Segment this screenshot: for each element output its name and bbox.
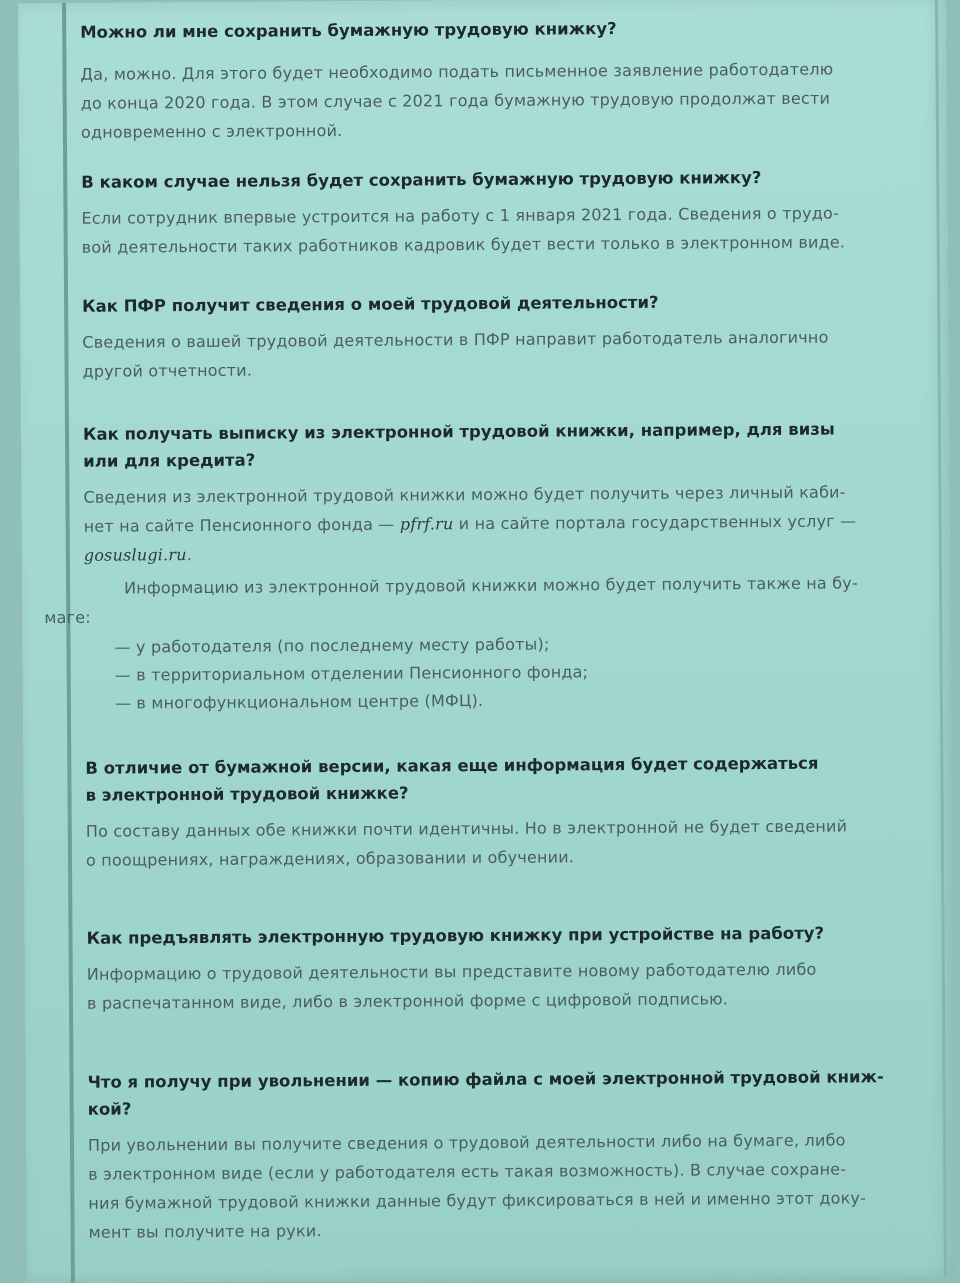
faq-section-differences	[85, 749, 906, 875]
pfrf-link[interactable]: pfrf.ru	[399, 514, 454, 534]
faq-section-dismissal	[87, 1063, 908, 1247]
faq-section-cannot-keep	[81, 163, 902, 262]
faq-section-present	[86, 919, 907, 1018]
list-item: — в многофункциональном центре (МФЦ).	[114, 691, 484, 713]
faq-question: Как получать выписку из электронной трудовой книжки, например, для визы или для кредита?	[82, 419, 835, 471]
options-list	[84, 628, 905, 718]
faq-question: В отличие от бумажной версии, какая еще информация будет содержаться в электронной трудовой книжке?	[85, 753, 819, 805]
paper-sheet	[18, 0, 955, 1283]
faq-answer: Сведения из электронной трудовой книжки можно будет получить через личный каби- нет на сайте Пенсионного фонда — pfrf.ru и на сайте портала государственных услуг — gosuslugi.ru.	[83, 482, 857, 565]
list-item: — в территориальном отделении Пенсионного фонда;	[114, 662, 589, 685]
faq-question: Как предъявлять электронную трудовую книжку при устройстве на работу?	[86, 923, 825, 948]
page-fold-line	[62, 3, 75, 1283]
faq-question: В каком случае нельзя будет сохранить бумажную трудовую книжку?	[81, 168, 762, 192]
faq-answer: Да, можно. Для этого будет необходимо подать письменное заявление работодателю до конца 2020 года. В этом случае с 2021 года бумажную трудовую продолжат вести одновременно с электронной.	[80, 59, 834, 142]
faq-answer: Сведения о вашей трудовой деятельности в ПФР направит работодатель аналогично другой отчетности.	[82, 327, 829, 381]
faq-content	[44, 7, 900, 1242]
page-edge	[935, 0, 947, 1277]
faq-section-extract	[44, 415, 905, 718]
faq-question: Можно ли мне сохранить бумажную трудовую книжку?	[80, 19, 617, 42]
faq-question: Как ПФР получит сведения о моей трудовой деятельности?	[82, 292, 659, 316]
faq-answer: При увольнении вы получите сведения о трудовой деятельности либо на бумаге, либо в электронном виде (если у работодателя есть такая возможность). В случае сохране- ния бумажной трудовой книжки данные будут фиксироваться в ней и именно этот доку- мент вы получите на руки.	[87, 1130, 867, 1242]
faq-answer: Информацию о трудовой деятельности вы представите новому работодателю либо в распечатанном виде, либо в электронной форме с цифровой подписью.	[86, 959, 817, 1013]
faq-answer: По составу данных обе книжки почти идентичны. Но в электронной не будет сведений о поощрениях, награждениях, образовании и обучении.	[85, 816, 848, 870]
faq-section-keep-paper	[80, 13, 901, 147]
list-item: — у работодателя (по последнему месту работы);	[114, 634, 550, 657]
faq-question: Что я получу при увольнении — копию файла с моей электронной трудовой книж- кой?	[87, 1067, 884, 1119]
faq-answer-paragraph: Информацию из электронной трудовой книжки можно будет получить также на бу- маге:	[44, 573, 858, 628]
gosuslugi-link[interactable]: gosuslugi.ru	[83, 545, 187, 565]
faq-answer: Если сотрудник впервые устроится на работу с 1 января 2021 года. Сведения о трудо- вой деятельности таких работников кадровик будет вести только в электронном виде.	[81, 203, 846, 257]
faq-section-pfr-info	[82, 287, 903, 386]
